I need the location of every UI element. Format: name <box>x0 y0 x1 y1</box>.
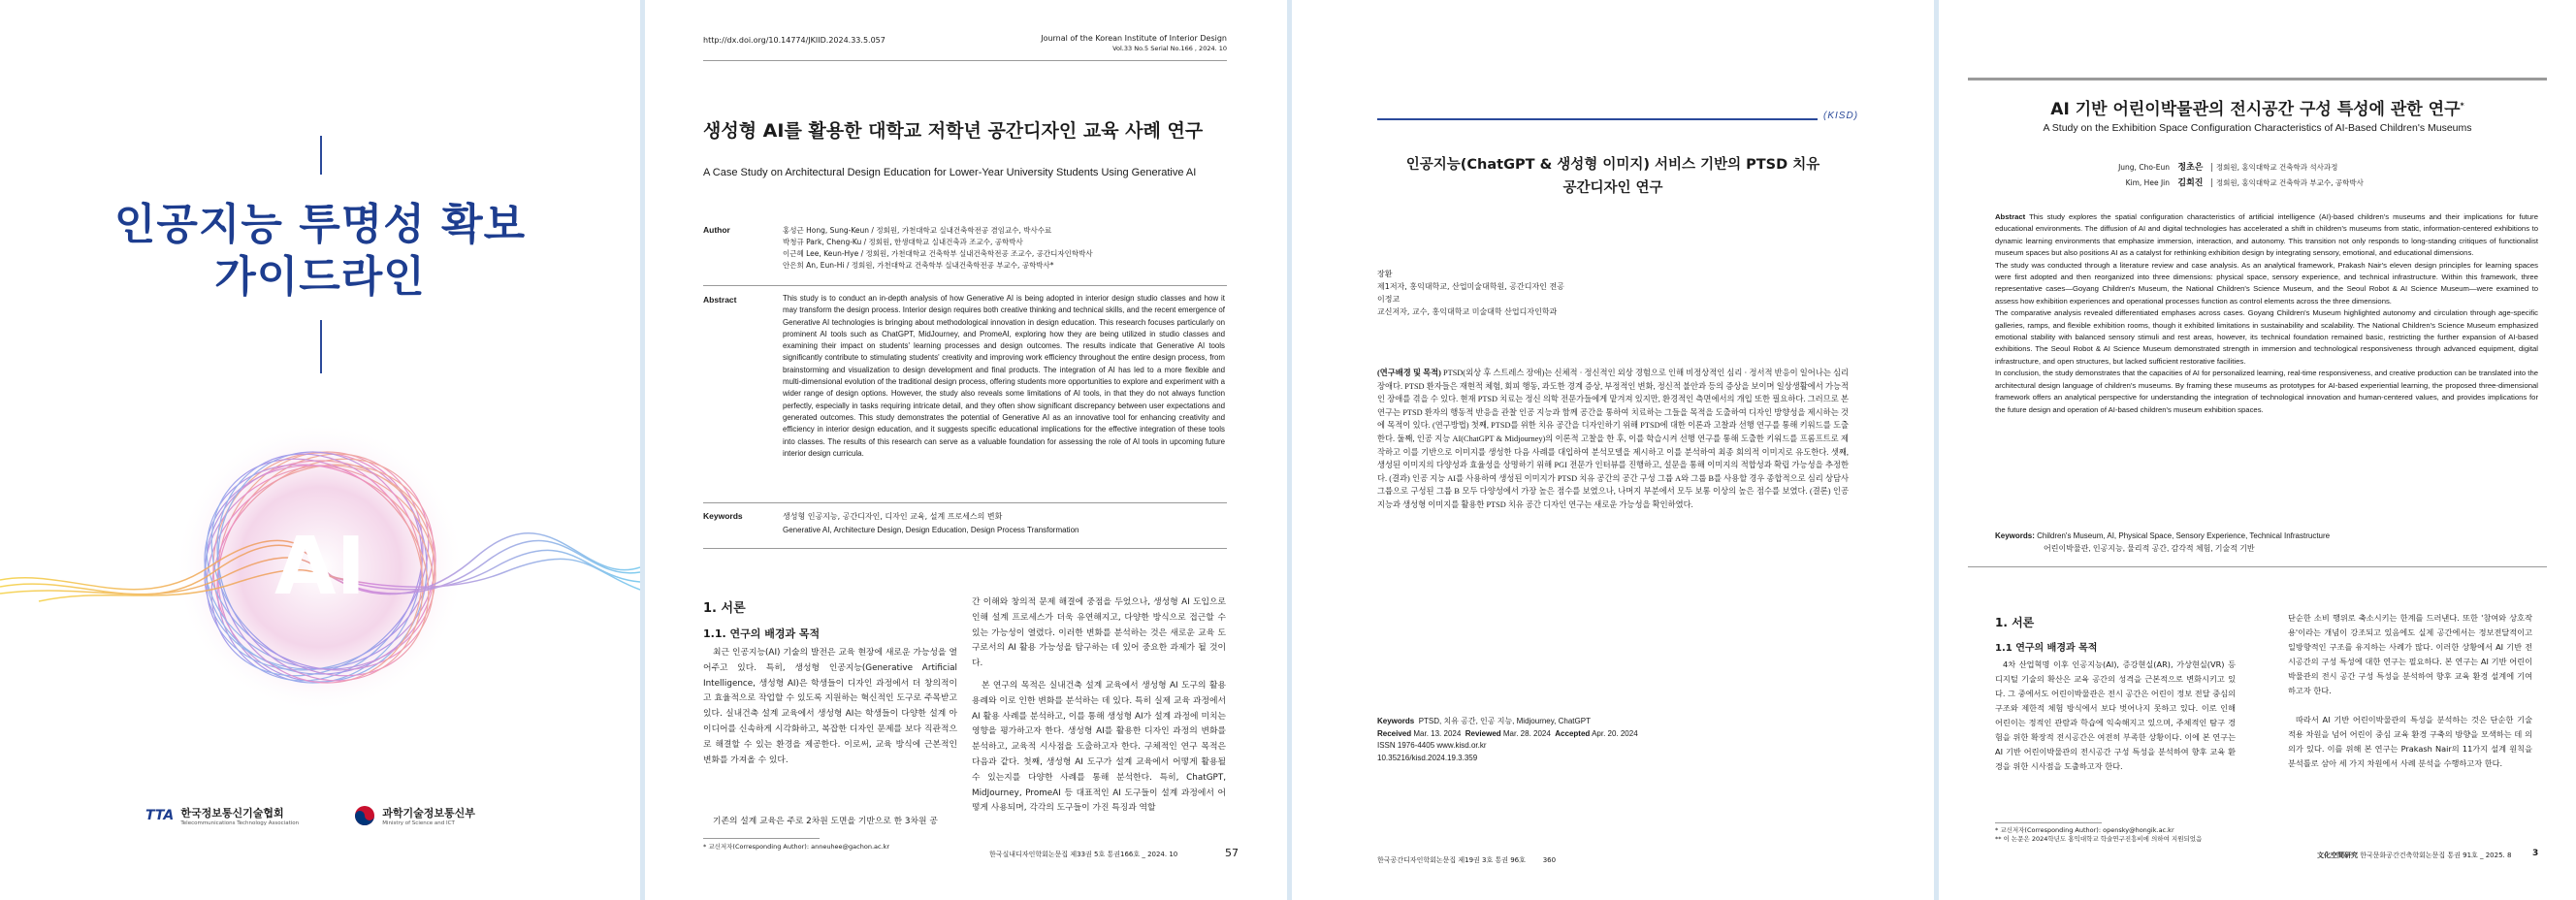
tta-logo-mark: TTA <box>145 808 175 823</box>
paper1-body-col1b: 기존의 설계 교육은 주로 2차원 도면을 기반으로 한 3차원 공 <box>713 817 938 826</box>
cover-title-line2: 가이드라인 <box>214 252 426 302</box>
paper1-author: 홍성근 Hong, Sung-Keun / 정회원, 가천대학교 실내건축학전공 겸임교수, 박사수료 <box>783 226 1052 235</box>
paper3-footnote1: * 교신저자(Corresponding Author): opensky@hongik.ac.kr <box>1995 826 2174 834</box>
paper2-author1: 장환 <box>1377 270 1393 278</box>
paper1-keywords-ko: 생성형 인공지능, 공간디자인, 디자인 교육, 설계 프로세스의 변화 <box>783 512 1003 521</box>
paper3-author1-en: Jung, Cho-Eun <box>2118 163 2170 172</box>
paper3-keywords-en: Children's Museum, AI, Physical Space, Sensory Experience, Technical Infrastructure <box>2037 531 2331 540</box>
paper1-author-label: Author <box>703 225 730 235</box>
paper2-abstract-label: (연구배경 및 목적) <box>1377 369 1441 377</box>
paper2-reviewed: Mar. 28. 2024 <box>1502 728 1551 738</box>
paper1-keywords <box>783 510 1079 537</box>
paper3-abstract-p1: This study explores the spatial configuration characteristics of artificial intelligence (AI)-based children's museums and their implications for future educational environments. The diffusion of AI and digital technologies has accelerated a shift in children's museums from static, information-centered exhibitions to dynamic learning environments that emphasize immersion, interaction, and autonomy. This transition not only responds to long-standing critiques of functionalist museum spaces but also positions AI as a catalyst for rethinking exhibition design by integrating sensory, emotional, and educational dimensions. <box>1995 212 2539 258</box>
msit-logo-name-en: Ministry of Science and ICT <box>382 820 455 826</box>
cover-top-line <box>320 136 322 175</box>
paper3-author2-en: Kim, Hee Jin <box>2125 178 2170 187</box>
paper1-journal-info <box>1041 33 1227 54</box>
paper2-keywords: PTSD, 치유 공간, 인공 지능, Midjourney, ChatGPT <box>1418 717 1591 725</box>
paper3-abstract-label: Abstract <box>1995 212 2026 221</box>
paper3-footer-label: 文化空間研究 <box>2317 852 2358 859</box>
paper3-footnotes <box>1995 826 2238 844</box>
cover-ai-illustration <box>0 378 640 766</box>
paper2-issn: ISSN 1976-4405 www.kisd.or.kr <box>1377 741 1487 750</box>
paper3-body-col2: 단순한 소비 행위로 축소시키는 한계를 드러낸다. 또한 '참여와 상호작용'이라는 개념이 강조되고 있음에도 실제 공간에서는 정보전달적이고 일방향적인 구조를 유지하는 사례가 많다. 이러한 상황에서 AI 기반 전시공간의 구성 특성에 대한 연구는 필요하다. 본 연구는 AI 기반 어린이박물관의 전시 공간 구성 특성을 분석하여 향후 교육 환경 설계에 기여하고자 한다. <box>2288 613 2532 695</box>
paper2-doi: 10.35216/kisd.2024.19.3.359 <box>1377 753 1478 762</box>
paper1-body-col2: 간 이해와 창의적 문제 해결에 중점을 두었으나, 생성형 AI 도입으로 인해 설계 프로세스가 더욱 유연해지고, 다양한 방식으로 접근할 수 있는 가능성이 열렸다. 이러한 변화를 분석하는 것은 새로운 교육 도구로서의 AI 활용 가능성을 탐구하는 데 있어 중요한 과제가 될 것이다. <box>972 597 1226 669</box>
paper1-page-number: 57 <box>1225 847 1239 859</box>
paper1-subsection-heading: 1.1. 연구의 배경과 목적 <box>703 627 821 640</box>
paper2-footer <box>1377 855 1556 865</box>
paper2-accepted-label: Accepted <box>1555 728 1591 738</box>
paper1-keywords-en: Generative AI, Architecture Design, Design Education, Design Process Transformation <box>783 526 1079 534</box>
paper2-author1-aff: 제1저자, 홍익대학교, 산업미술대학원, 공간디자인 전공 <box>1377 282 1564 291</box>
paper3-rule <box>1968 566 2547 567</box>
paper2-title-line2: 공간디자인 연구 <box>1562 180 1663 196</box>
paper3-footnote2: ** 이 논문은 2024학년도 홍익대학교 학술연구진흥비에 의하여 지원되었음 <box>1995 835 2203 843</box>
paper3-abstract-p3: The comparative analysis revealed differentiated emphases across cases. Goyang Children's Museum highlighted autonomy and circulation through age-specific galleries, ramps, and flexible exhibition rooms, though it exhibited limitations in sustainability and scalability. The National Children's Science Museum emphasized emotional stability with balanced sensory stimuli and rest areas, however, its technical foundation remained basic, restricting the further expansion of AI-based exhibitions. The Seoul Robot & AI Science Museum demonstrated strength in immersion and technological responsiveness through advanced equipment, digital infrastructure, and open structures, but lacked sufficient restorative facilities. <box>1995 308 2538 366</box>
paper2-author2: 이정교 <box>1377 295 1401 304</box>
paper2-footer-text: 한국공간디자인학회논문집 제19권 3호 통권 96호 <box>1377 856 1526 864</box>
paper2-received-label: Received <box>1377 728 1412 738</box>
paper1-journal-vol: Vol.33 No.5 Serial No.166 , 2024. 10 <box>1112 45 1227 52</box>
paper3-title-ko-text: AI 기반 어린이박물관의 전시공간 구성 특성에 관한 연구 <box>2050 100 2461 119</box>
paper1-author: 안은희 An, Eun-Hi / 정회원, 가천대학교 건축학부 실내건축학전공 부교수, 공학박사* <box>783 261 1054 270</box>
paper1-footnote: * 교신저자(Corresponding Author): anneuhee@gachon.ac.kr <box>703 843 890 851</box>
paper2-reviewed-label: Reviewed <box>1465 728 1501 738</box>
paper2-abstract <box>1377 367 1849 512</box>
paper1-page <box>645 0 1287 900</box>
paper1-abstract: This study is to conduct an in-depth analysis of how Generative AI is being adopted in interior design studio classes and how it may transform the design process. Interior design requires both creative thinking and technical skills, and the recent emergence of Generative AI technologies is bringing about methodological innovation in design education. This research focuses particularly on prominent AI tools such as ChatGPT, MidJourney, and PromeAI, exploring how they are being utilized in studio classes and examining their impact on students' learning processes and design outcomes. The results indicate that Generative AI tools significantly contribute to stimulating students' creativity and improving work efficiency throughout the entire design process, from brainstorming and visualization to design development and final products. The integration of AI has led to a more flexible and multi-dimensional evolution of the traditional design process, offering students more opportunities to explore and experiment with a wider range of design options. However, the study also reveals some limitations of AI tools, in that they do not always function perfectly, especially in tasks requiring intricate detail, and they often show significant discrepancy between user expectations and generated outcomes. This study demonstrates the potential of Generative AI as an innovative tool for enhancing creativity and efficiency in interior design education, and it suggests specific educational implications for the effective integration of these tools into classes. The results of this research can serve as a valuable foundation for assessing the role of AI tools in upcoming future interior design curricula. <box>783 294 1225 458</box>
taegeuk-icon <box>354 805 375 826</box>
paper1-author: 박청규 Park, Cheng-Ku / 정회원, 한생대학교 실내건축과 조교수, 공학박사 <box>783 238 1023 246</box>
paper1-doi: http://dx.doi.org/10.14774/JKIID.2024.33.5.057 <box>703 36 886 45</box>
paper3-abstract <box>1995 211 2538 416</box>
paper2-authors <box>1377 268 1564 318</box>
cover-page <box>0 0 640 900</box>
paper3-page-number: 3 <box>2532 849 2539 858</box>
paper1-body-col2b: 본 연구의 목적은 실내건축 설계 교육에서 생성형 AI 도구의 활용 용례와 이로 인한 변화를 분석하는 데 있다. 특히 실제 교육 과정에서 AI 활용 사례를 분석하고, 이를 통해 생성형 AI가 설계 과정에 미치는 영향을 평가하고자 한다. 생성형 AI를 활용한 디자인 과정의 변화를 분석하고, 교육적 시사점을 도출하고자 한다. 구체적인 연구 목적은 다음과 같다. 첫째, 생성형 AI 도구가 설계 교육에서 어떻게 활용될 수 있는지를 다양한 사례를 통해 분석한다. 특히, ChatGPT, MidJourney, PromeAI 등 대표적인 AI 도구들이 설계 과정에서 어떻게 사용되며, 각각의 도구들이 가진 특징과 역할 <box>972 681 1226 814</box>
paper3-section-heading: 1. 서론 <box>1995 616 2035 629</box>
paper1-journal-name: Journal of the Korean Institute of Interior Design <box>1041 34 1227 43</box>
paper1-abstract-label: Abstract <box>703 295 737 305</box>
msit-logo <box>354 805 475 826</box>
paper1-title-ko: 생성형 AI를 활용한 대학교 저학년 공간디자인 교육 사례 연구 <box>703 120 1204 142</box>
paper3-footer-text: 한국문화공간건축학회논문집 통권 91호 _ 2025. 8 <box>2360 852 2512 859</box>
paper1-authors <box>783 225 1093 272</box>
paper3-author1-ko: 정초은 <box>2177 163 2204 173</box>
cover-mid-line <box>320 320 322 373</box>
paper2-header-rule <box>1377 118 1818 120</box>
msit-logo-name: 과학기술정보통신부 <box>382 807 475 820</box>
paper1-footer: 한국실내디자인학회논문집 제33권 5호 통권166호 _ 2024. 10 <box>989 851 1178 858</box>
tta-logo <box>145 805 299 826</box>
paper1-rule <box>703 548 1227 549</box>
paper3-author2-aff: 정회원, 홍익대학교 건축학과 부교수, 공학박사 <box>2211 178 2364 187</box>
paper3-keywords-ko: 어린이박물관, 인공지능, 물리적 공간, 감각적 체험, 기술적 기반 <box>2044 544 2255 553</box>
paper3-subsection-heading: 1.1 연구의 배경과 목적 <box>1995 643 2098 654</box>
paper2-brand: (KISD) <box>1823 111 1859 121</box>
tta-logo-name: 한국정보통신기술협회 <box>180 807 284 820</box>
paper3-body-col1: 4차 산업혁명 이후 인공지능(AI), 증강현실(AR), 가상현실(VR) 등 디지털 기술의 확산은 교육 공간의 성격을 근본적으로 변화시키고 있다. 그 중에서도 어린이박물관은 전시 공간은 어린이 정보 전달 중심의 구조와 제한적 체험 방식에서 보다 벗어나지 못하고 있다. 이로 인해 어린이는 정적인 관람과 학습에 익숙해지고 있으며, 주체적인 탐구 경험을 위한 확장적 전시공간은 여전히 부족한 상황이다. 이에 본 연구는 AI 기반 어린이박물관의 전시공간 구성 특성을 분석하여 향후 교육 환경을 위한 시사점을 도출하고자 한다. <box>1995 659 2236 771</box>
paper3-authors <box>2106 160 2364 191</box>
paper3-keywords-label: Keywords: <box>1995 531 2035 540</box>
paper3-page <box>1939 0 2576 900</box>
paper1-rule <box>703 285 1227 286</box>
paper2-received: Mar. 13. 2024 <box>1413 728 1462 738</box>
paper3-header-rule <box>1968 78 2547 80</box>
paper1-section-heading: 1. 서론 <box>703 601 746 616</box>
paper1-footnote-rule <box>703 838 820 839</box>
paper2-author2-aff: 교신저자, 교수, 홍익대학교 미술대학 산업디자인학과 <box>1377 307 1558 316</box>
paper3-title-mark: * <box>2460 101 2464 111</box>
cover-title-line1: 인공지능 투명성 확보 <box>113 200 527 249</box>
cover-title <box>0 199 640 304</box>
paper1-keywords-label: Keywords <box>703 511 743 521</box>
paper3-author2-ko: 김희진 <box>2177 178 2204 188</box>
paper2-accepted: Apr. 20. 2024 <box>1592 728 1638 738</box>
paper2-abstract-text: PTSD(외상 후 스트레스 장애)는 신체적 · 정신적인 외상 경험으로 인해 비정상적인 심리 · 정서적 반응이 일어나는 심리 장애다. PTSD 환자들은 재현적 체험, 회피 행동, 과도한 경계 증상, 부정적인 변화, 정신적 불안과 등의 증상을 보이며 일상생활에서 가능적인 장애를 겪을 수 있다. 현재 PTSD 치료는 정신 의학 전문가들에게 맡겨져 있지만, 환경적인 측면에서의 개입 또한 필요하다. 그러므로 본 연구는 PTSD 환자의 행동적 반응을 관찰 인공 지능과 함께 공간을 통하여 치료하는 그들을 목적을 도출하여 디자인 방향성을 제시하는 것에 목적이 있다. (연구방법) 첫째, PTSD를 위한 치유 공간을 디자인하기 위해 PTSD에 대한 이론과 고찰과 선행 연구를 통해 키워드를 도출한다. 둘째, 인공 지능 AI(ChatGPT & Midjourney)의 이론적 고찰을 한 후, 이를 학습시켜 선행 연구를 통해 도출한 키워드를 프롬프트로 제작하고 이를 기반으로 이미지를 생성한 다음 사례를 대입하여 분석모델을 제시하고 이를 분석하여 최종 회의적 이미지로 유도한다. 셋째, 생성된 이미지의 다양성과 효율성을 상명하기 위해 PGI 전문가 인터뷰를 진행하고, 설문을 통해 이미지의 적합성과 확립 가능성을 추정한다. (결과) 인공 지능 AI를 사용하여 생성된 이미지가 PTSD 치유 공간의 공간 구성 그룹 A와 그룹 B를 사용할 경우 종합적으로 심리 상담사 그룹으로 구성된 그룹 B 모두 다양성에서 가장 높은 점수를 보였으나, 나머지 부분에서 모두 보통 이상의 높은 점수를 보였다. (결론) 인공지능과 생성형 이미지를 활용한 PTSD 치유 공간 디자인 연구는 새로운 가능성을 확인하였다. <box>1377 369 1850 509</box>
paper3-body-col2b: 따라서 AI 기반 어린이박물관의 특성을 분석하는 것은 단순한 기술 적용 차원을 넘어 어린이 중심 교육 환경 구축의 방향을 모색하는 데 의의가 있다. 이를 위해 본 연구는 Prakash Nair의 11가지 설계 원칙을 분석틀로 삼아 세 가지 차원에서 사례 분석을 수행하고자 한다. <box>2288 715 2532 768</box>
paper1-body-col1: 최근 인공지능(AI) 기술의 발전은 교육 현장에 새로운 가능성을 열어주고 있다. 특히, 생성형 인공지능(Generative Artificial Intelligence, 생성형 AI)은 학생들이 디자인 과정에서 더 창의적이고 효율적으로 작업할 수 있도록 지원하는 혁신적인 도구로 주목받고 있다. 실내건축 설계 교육에서 생성형 AI는 학생들이 다양한 설계 아이디어를 신속하게 시각화하고, 복잡한 디자인 문제를 보다 직관적으로 해결할 수 있는 환경을 제공한다. 이로써, 교육 방식에 근본적인 변화를 가져올 수 있다. <box>703 648 957 765</box>
paper3-title-ko <box>1939 95 2576 119</box>
paper3-abstract-p4: In conclusion, the study demonstrates that the capacities of AI for personalized learning, real-time responsiveness, and creative production can be translated into the architectural design language of children's museums. By framing these museums as prototypes for AI-based experiential learning, the proposed three-dimensional framework offers an analytical perspective for understanding the integration of technological innovation and human-centered values, and provides implications for the future design and operation of AI-based children's museum exhibition spaces. <box>1995 369 2538 414</box>
paper2-page <box>1292 0 1934 900</box>
paper2-title <box>1292 153 1934 200</box>
paper2-meta <box>1377 716 1638 764</box>
paper2-page-number: 360 <box>1542 856 1557 864</box>
paper1-author: 이근혜 Lee, Keun-Hye / 정회원, 가천대학교 건축학부 실내건축학전공 조교수, 공간디자인학박사 <box>783 249 1093 258</box>
paper1-rule <box>703 502 1227 503</box>
paper3-title-en: A Study on the Exhibition Space Configuration Characteristics of AI-Based Children's Museums <box>2043 122 2472 134</box>
paper2-brand-text: KISD <box>1827 111 1854 121</box>
cover-ai-text: AI <box>274 521 366 613</box>
paper3-footer <box>2317 851 2511 860</box>
paper3-keywords <box>1995 530 2330 555</box>
paper2-keywords-label: Keywords <box>1377 717 1415 725</box>
paper3-footnote-rule <box>1995 822 2102 823</box>
paper1-title-en: A Case Study on Architectural Design Education for Lower-Year University Students Using Generative AI <box>703 167 1197 178</box>
tta-logo-name-en: Telecommunications Technology Association <box>180 820 300 826</box>
paper1-header-rule <box>703 60 1227 61</box>
paper2-title-line1: 인공지능(ChatGPT & 생성형 이미지) 서비스 기반의 PTSD 치유 <box>1405 157 1820 173</box>
paper3-author1-aff: 정회원, 홍익대학교 건축학과 석사과정 <box>2211 163 2337 172</box>
paper3-abstract-p2: The study was conducted through a literature review and case analysis. As an analytical framework, Prakash Nair's eleven design principles for learning spaces were first adopted and then reorganized into three dimensions: physical space, sensory experience, and technical infrastructure. Within this framework, three representative cases—Goyang Children's Museum, the National Children's Science Museum, and the Seoul Robot & AI Science Museum—were examined to assess how exhibition experiences and operational processes function as control elements across the three dimensions. <box>1995 260 2538 305</box>
